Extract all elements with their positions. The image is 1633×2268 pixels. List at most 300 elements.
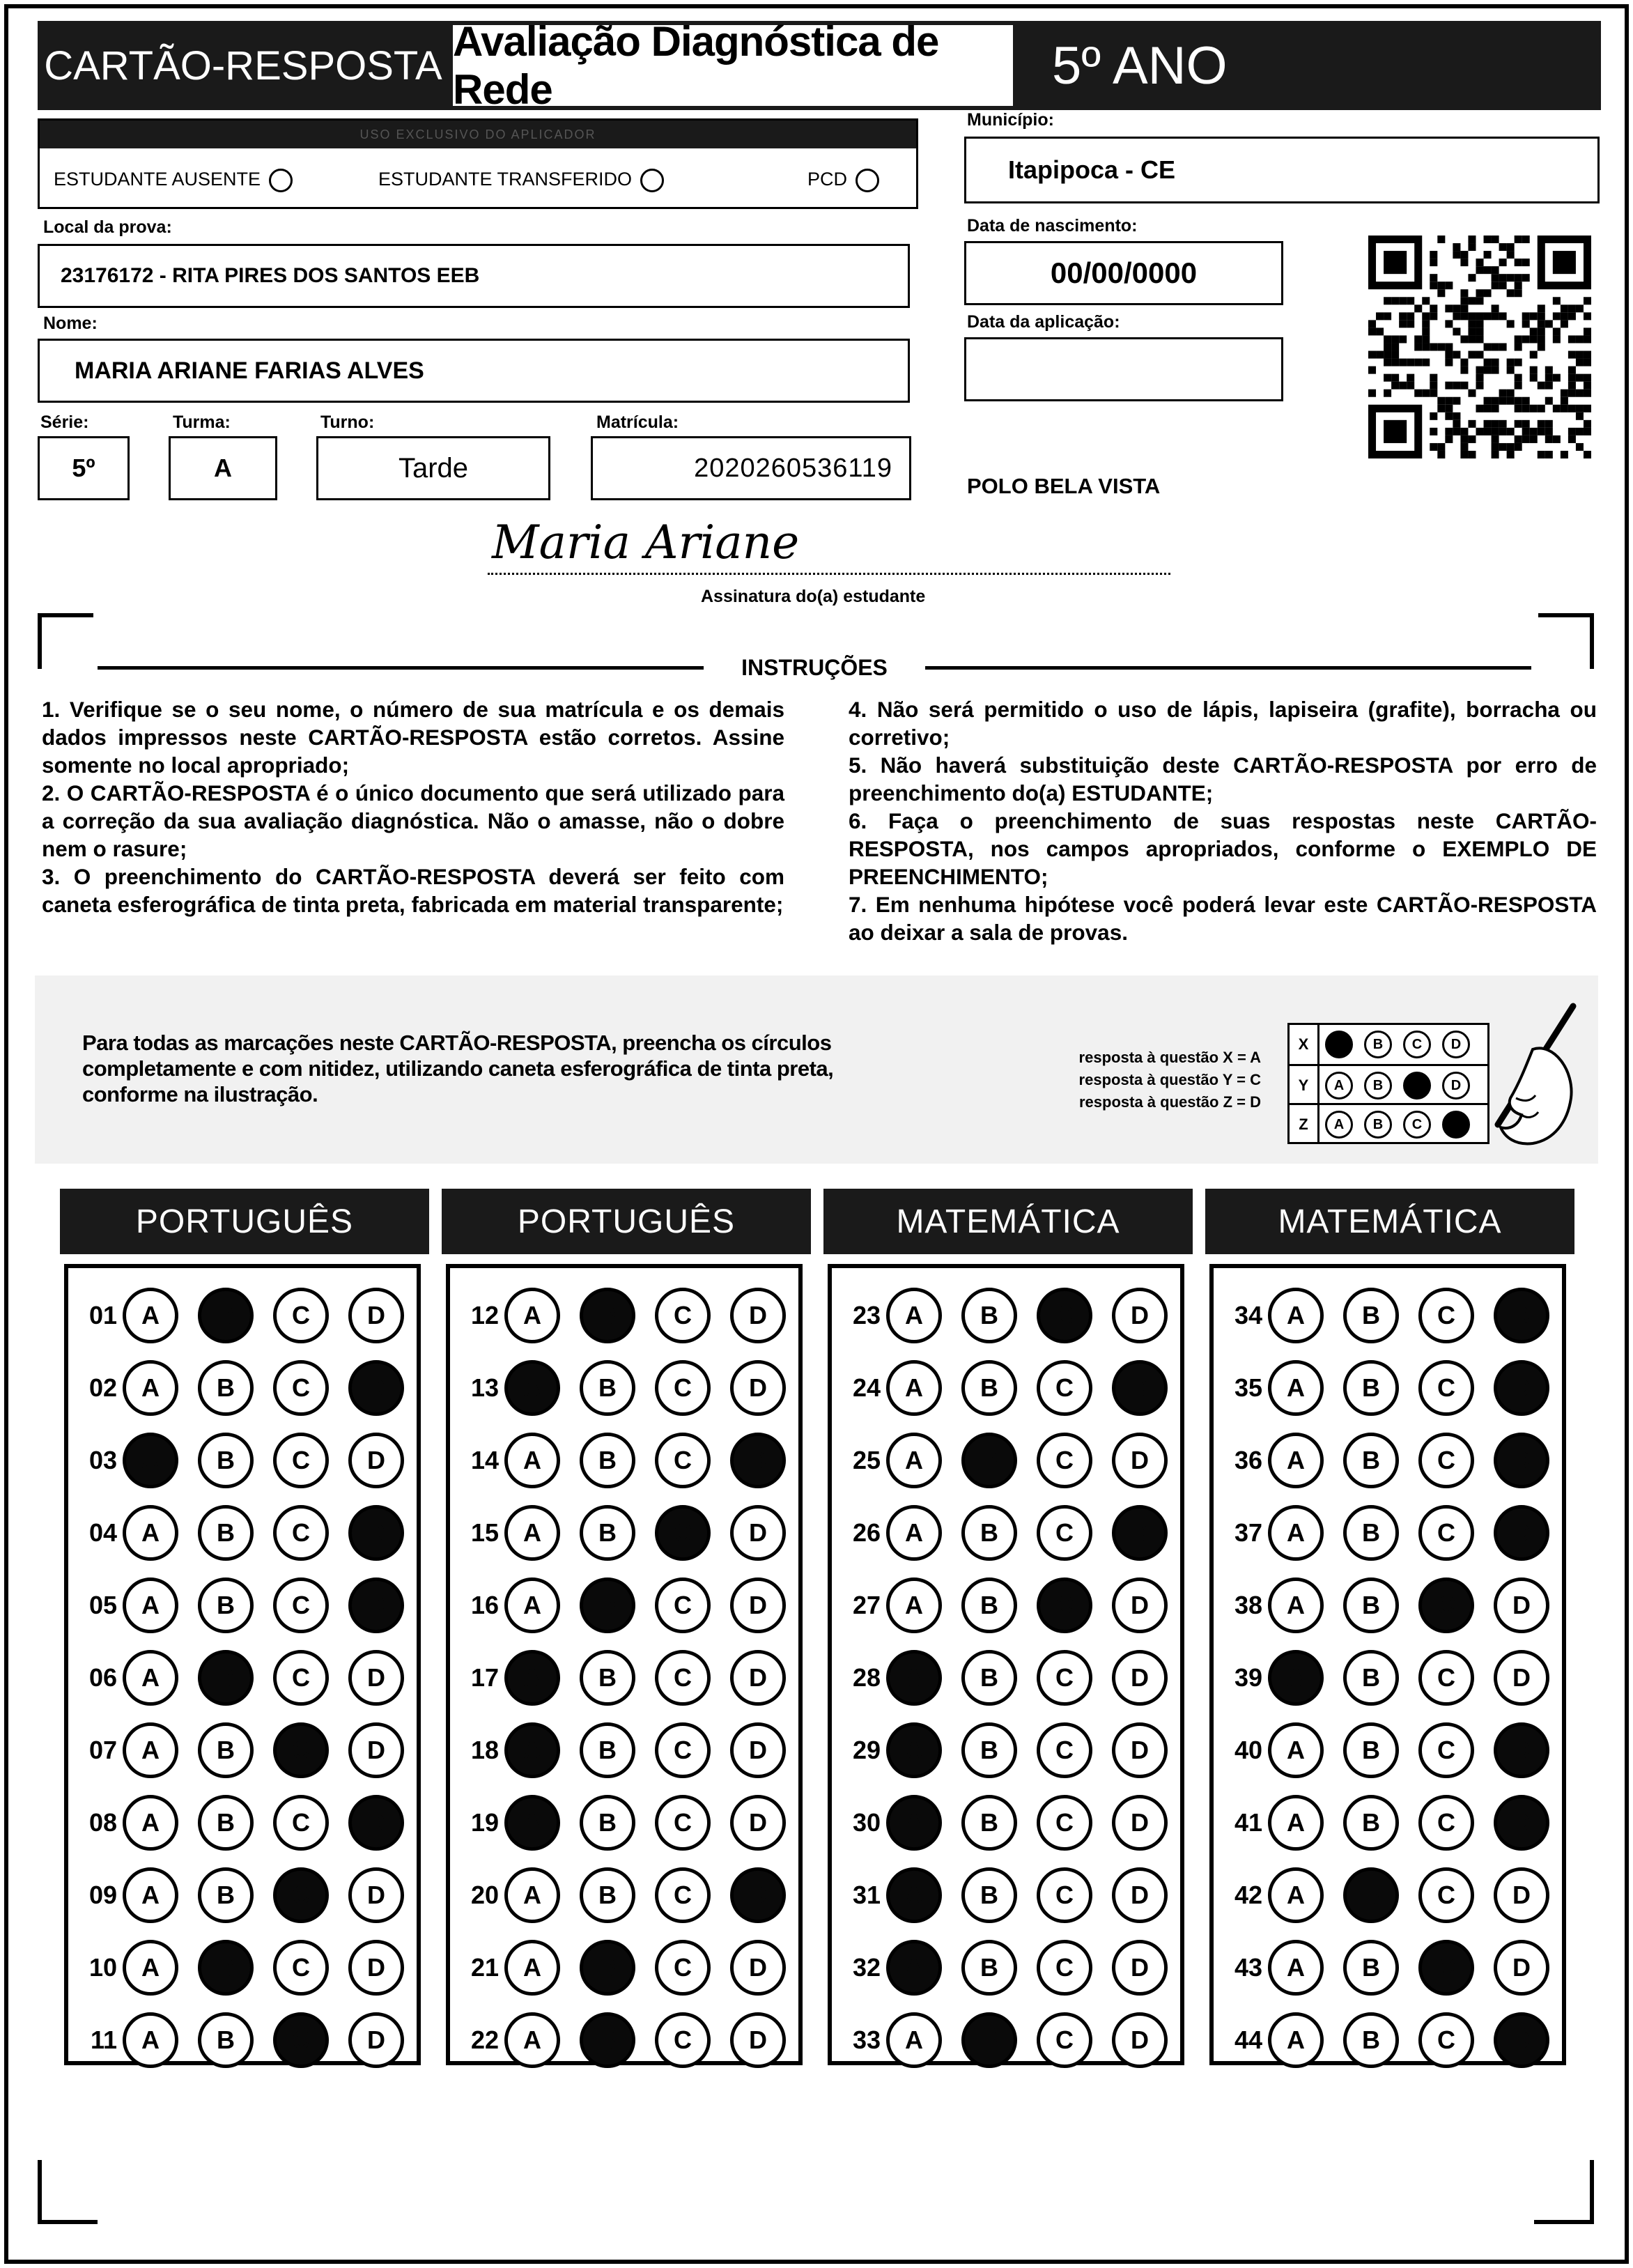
answer-bubble-b[interactable]: B — [1343, 1288, 1399, 1343]
corner-mark — [38, 2160, 42, 2224]
question-number: 10 — [88, 1953, 117, 1982]
answer-bubble-c[interactable]: C — [1037, 1795, 1092, 1851]
question-row — [1219, 1426, 1569, 1495]
answer-bubble-b[interactable]: B — [1343, 1650, 1399, 1706]
answer-bubble-b[interactable]: B — [1343, 1795, 1399, 1851]
answer-bubble-a[interactable]: A — [1268, 1577, 1324, 1633]
answer-bubble-a[interactable]: A — [504, 1577, 560, 1633]
answer-bubble-c[interactable]: C — [273, 1288, 329, 1343]
question-number: 08 — [88, 1808, 117, 1837]
aplicacao-label: Data da aplicação: — [967, 312, 1120, 332]
answer-bubble-d[interactable]: D — [1112, 1360, 1168, 1416]
qr-code — [1368, 236, 1591, 458]
answer-bubble-d[interactable]: D — [730, 1722, 786, 1778]
signature-line — [488, 573, 1170, 575]
answer-bubble-b[interactable]: B — [580, 1795, 635, 1851]
answer-column — [828, 1264, 1184, 2065]
question-row — [1219, 2005, 1569, 2075]
answer-bubble-b[interactable]: B — [1343, 1940, 1399, 1996]
answer-bubble-c[interactable]: C — [655, 1433, 711, 1488]
answer-bubble-a[interactable]: A — [504, 1795, 560, 1851]
answer-bubble-c[interactable]: C — [1418, 1940, 1474, 1996]
question-number: 22 — [470, 2026, 499, 2054]
answer-bubble-d[interactable]: D — [1494, 1722, 1549, 1778]
serie-field: 5º — [38, 436, 130, 500]
answer-bubble-c[interactable]: C — [273, 2012, 329, 2068]
answer-bubble-b[interactable]: B — [580, 2012, 635, 2068]
example-label-y: resposta à questão Y = C — [1078, 1071, 1261, 1088]
answer-bubble-d[interactable]: D — [730, 1867, 786, 1923]
answer-bubble-a[interactable]: A — [886, 1505, 942, 1561]
example-bubble: B — [1364, 1072, 1392, 1100]
answer-bubble-a[interactable]: A — [504, 1288, 560, 1343]
answer-bubble-a[interactable]: A — [504, 1433, 560, 1488]
answer-bubble-a[interactable]: A — [123, 1288, 178, 1343]
answer-bubble-c[interactable]: C — [1037, 1577, 1092, 1633]
answer-bubble-c[interactable]: C — [1037, 1433, 1092, 1488]
answer-bubble-d[interactable]: D — [348, 1795, 404, 1851]
answer-bubble-b[interactable]: B — [198, 1867, 254, 1923]
answer-bubble-d[interactable]: D — [348, 1940, 404, 1996]
question-row — [837, 1788, 1187, 1858]
instruction-4: 4. Não será permitido o uso de lápis, lapiseira (grafite), borracha ou corretivo; — [849, 697, 1597, 750]
answer-bubble-d[interactable]: D — [1494, 1288, 1549, 1343]
answer-bubble-a[interactable]: A — [886, 1433, 942, 1488]
card-title: CARTÃO-RESPOSTA — [38, 21, 449, 110]
answer-bubble-a[interactable]: A — [504, 2012, 560, 2068]
example-bubble: A — [1325, 1072, 1353, 1100]
answer-bubble-d[interactable]: D — [1112, 1577, 1168, 1633]
answer-bubble-b[interactable]: B — [198, 1288, 254, 1343]
answer-bubble-d[interactable]: D — [1494, 2012, 1549, 2068]
transferred-label: ESTUDANTE TRANSFERIDO — [378, 169, 633, 190]
answer-bubble-a[interactable]: A — [1268, 1722, 1324, 1778]
question-number: 26 — [852, 1518, 881, 1547]
answer-bubble-c[interactable]: C — [273, 1940, 329, 1996]
answer-bubble-a[interactable]: A — [1268, 1795, 1324, 1851]
answer-bubble-b[interactable]: B — [961, 1288, 1017, 1343]
answer-bubble-b[interactable]: B — [198, 1940, 254, 1996]
transferred-option[interactable] — [378, 169, 664, 192]
signature-caption: Assinatura do(a) estudante — [701, 587, 926, 606]
polo-label: POLO BELA VISTA — [967, 474, 1161, 498]
question-number: 03 — [88, 1446, 117, 1474]
corner-mark — [38, 613, 42, 669]
answer-bubble-c[interactable]: C — [655, 1867, 711, 1923]
answer-bubble-d[interactable]: D — [730, 1433, 786, 1488]
turma-label: Turma: — [173, 412, 231, 432]
section-header: MATEMÁTICA — [1205, 1189, 1574, 1254]
answer-bubble-a[interactable]: A — [1268, 1433, 1324, 1488]
hand-pen-icon — [1449, 1001, 1588, 1154]
answer-bubble-a[interactable]: A — [504, 1650, 560, 1706]
answer-bubble-a[interactable]: A — [1268, 1360, 1324, 1416]
answer-bubble-d[interactable]: D — [1112, 1505, 1168, 1561]
answer-bubble-d[interactable]: D — [1494, 1505, 1549, 1561]
answer-bubble-d[interactable]: D — [1112, 2012, 1168, 2068]
question-row — [837, 1715, 1187, 1785]
answer-bubble-d[interactable]: D — [348, 1722, 404, 1778]
answer-bubble-d[interactable]: D — [1112, 1795, 1168, 1851]
answer-bubble-b[interactable]: B — [1343, 1433, 1399, 1488]
question-row — [74, 2005, 424, 2075]
question-row — [837, 1860, 1187, 1930]
question-number: 20 — [470, 1881, 499, 1909]
answer-bubble-d[interactable]: D — [730, 1288, 786, 1343]
example-bubble: A — [1325, 1111, 1353, 1139]
answer-bubble-c[interactable]: C — [655, 2012, 711, 2068]
answer-bubble-c[interactable]: C — [1418, 1795, 1474, 1851]
answer-bubble-d[interactable]: D — [730, 1577, 786, 1633]
answer-bubble-b[interactable]: B — [580, 1650, 635, 1706]
question-row — [1219, 1933, 1569, 2003]
answer-bubble-d[interactable]: D — [348, 1433, 404, 1488]
corner-mark — [38, 613, 93, 617]
answer-column — [64, 1264, 421, 2065]
answer-bubble-c[interactable]: C — [273, 1650, 329, 1706]
answer-bubble-d[interactable]: D — [730, 2012, 786, 2068]
question-number: 07 — [88, 1736, 117, 1764]
answer-bubble-a[interactable]: A — [123, 1433, 178, 1488]
answer-bubble-b[interactable]: B — [961, 1650, 1017, 1706]
instruction-5: 5. Não haverá substituição deste CARTÃO-RESPOSTA por erro de preenchimento do(a) ESTUDANTE; — [849, 753, 1597, 805]
turma-field: A — [169, 436, 277, 500]
corner-mark — [1538, 613, 1594, 617]
example-labels — [961, 1047, 1261, 1113]
answer-bubble-d[interactable]: D — [1494, 1795, 1549, 1851]
question-number: 02 — [88, 1373, 117, 1402]
nome-field: MARIA ARIANE FARIAS ALVES — [38, 339, 910, 403]
question-number: 44 — [1234, 2026, 1262, 2054]
answer-bubble-c[interactable]: C — [1418, 1577, 1474, 1633]
question-number: 40 — [1234, 1736, 1262, 1764]
answer-bubble-a[interactable]: A — [123, 1940, 178, 1996]
answer-bubble-b[interactable]: B — [961, 1722, 1017, 1778]
question-row — [456, 1715, 805, 1785]
question-row — [74, 1426, 424, 1495]
question-row — [74, 1571, 424, 1640]
answer-bubble-a[interactable]: A — [123, 1795, 178, 1851]
answer-bubble-b[interactable]: B — [1343, 1867, 1399, 1923]
answer-bubble-a[interactable]: A — [1268, 1867, 1324, 1923]
answer-bubble-d[interactable]: D — [730, 1650, 786, 1706]
answer-bubble-d[interactable]: D — [1112, 1722, 1168, 1778]
answer-bubble-b[interactable]: B — [198, 1505, 254, 1561]
answer-bubble-c[interactable]: C — [273, 1577, 329, 1633]
answer-bubble-c[interactable]: C — [1418, 1867, 1474, 1923]
question-number: 28 — [852, 1663, 881, 1692]
answer-bubble-d[interactable]: D — [1494, 1360, 1549, 1416]
question-number: 24 — [852, 1373, 881, 1402]
answer-bubble-b[interactable]: B — [1343, 1505, 1399, 1561]
question-row — [74, 1353, 424, 1423]
divider — [925, 666, 1531, 670]
answer-bubble-d[interactable]: D — [730, 1940, 786, 1996]
answer-bubble-d[interactable]: D — [348, 1288, 404, 1343]
answer-bubble-a[interactable]: A — [504, 1867, 560, 1923]
answer-bubble-b[interactable]: B — [198, 1577, 254, 1633]
serie-label: Série: — [40, 412, 89, 432]
question-row — [1219, 1715, 1569, 1785]
answer-bubble-d[interactable]: D — [730, 1360, 786, 1416]
answer-bubble-c[interactable]: C — [273, 1505, 329, 1561]
answer-bubble-a[interactable]: A — [1268, 2012, 1324, 2068]
answer-bubble-d[interactable]: D — [1494, 1577, 1549, 1633]
answer-bubble-b[interactable]: B — [961, 2012, 1017, 2068]
question-row — [837, 1643, 1187, 1713]
question-row — [837, 1353, 1187, 1423]
answer-bubble-b[interactable]: B — [198, 1650, 254, 1706]
answer-bubble-a[interactable]: A — [886, 2012, 942, 2068]
answer-bubble-c[interactable]: C — [1037, 1505, 1092, 1561]
answer-bubble-a[interactable]: A — [886, 1360, 942, 1416]
answer-bubble-d[interactable]: D — [1494, 1650, 1549, 1706]
answer-bubble-b[interactable]: B — [961, 1940, 1017, 1996]
answer-bubble-b[interactable]: B — [198, 1795, 254, 1851]
corner-mark — [1590, 613, 1594, 669]
corner-mark — [1534, 2220, 1594, 2224]
answer-bubble-a[interactable]: A — [886, 1577, 942, 1633]
answer-bubble-b[interactable]: B — [961, 1360, 1017, 1416]
applicator-header: USO EXCLUSIVO DO APLICADOR — [40, 121, 916, 148]
question-row — [456, 1426, 805, 1495]
answer-bubble-a[interactable]: A — [123, 1867, 178, 1923]
question-number: 33 — [852, 2026, 881, 2054]
question-number: 36 — [1234, 1446, 1262, 1474]
answer-bubble-c[interactable]: C — [655, 1505, 711, 1561]
answer-bubble-b[interactable]: B — [198, 1360, 254, 1416]
answer-bubble-a[interactable]: A — [123, 1577, 178, 1633]
pcd-option[interactable] — [807, 169, 879, 192]
answer-bubble-c[interactable]: C — [655, 1722, 711, 1778]
question-number: 32 — [852, 1953, 881, 1982]
answer-bubble-b[interactable]: B — [580, 1577, 635, 1633]
instruction-1: 1. Verifique se o seu nome, o número de sua matrícula e os demais dados impressos neste CARTÃO-RESPOSTA estão corretos. Assine somente no local apropriado; — [42, 697, 784, 778]
answer-bubble-c[interactable]: C — [1418, 1505, 1474, 1561]
answer-bubble-a[interactable]: A — [1268, 1505, 1324, 1561]
answer-bubble-c[interactable]: C — [655, 1577, 711, 1633]
answer-bubble-a[interactable]: A — [1268, 1650, 1324, 1706]
nome-label: Nome: — [43, 314, 98, 333]
answer-bubble-b[interactable]: B — [1343, 1360, 1399, 1416]
turno-field: Tarde — [316, 436, 550, 500]
question-number: 12 — [470, 1301, 499, 1329]
example-bubble: C — [1403, 1072, 1431, 1100]
answer-bubble-d[interactable]: D — [1112, 1288, 1168, 1343]
answer-bubble-a[interactable]: A — [886, 1650, 942, 1706]
example-question-label: Z — [1290, 1105, 1319, 1144]
grade-label: 5º ANO — [1017, 21, 1601, 110]
answer-bubble-c[interactable]: C — [273, 1795, 329, 1851]
answer-bubble-d[interactable]: D — [348, 1505, 404, 1561]
answer-bubble-d[interactable]: D — [1112, 1433, 1168, 1488]
answer-bubble-b[interactable]: B — [198, 1433, 254, 1488]
answer-bubble-c[interactable]: C — [1037, 1288, 1092, 1343]
answer-bubble-c[interactable]: C — [1037, 1650, 1092, 1706]
municipio-label: Município: — [967, 110, 1054, 130]
answer-bubble-a[interactable]: A — [886, 1795, 942, 1851]
example-bubble: B — [1364, 1031, 1392, 1058]
section-header: PORTUGUÊS — [60, 1189, 429, 1254]
answer-bubble-d[interactable]: D — [1494, 1433, 1549, 1488]
answer-bubble-c[interactable]: C — [1418, 2012, 1474, 2068]
answer-bubble-d[interactable]: D — [1112, 1867, 1168, 1923]
answer-bubble-a[interactable]: A — [886, 1722, 942, 1778]
answer-bubble-a[interactable]: A — [886, 1867, 942, 1923]
example-bubble: D — [1442, 1111, 1470, 1139]
answer-bubble-a[interactable]: A — [123, 1360, 178, 1416]
answer-bubble-d[interactable]: D — [348, 2012, 404, 2068]
answer-bubble-a[interactable]: A — [123, 1650, 178, 1706]
answer-bubble-d[interactable]: D — [348, 1867, 404, 1923]
answer-bubble-d[interactable]: D — [730, 1795, 786, 1851]
answer-bubble-d[interactable]: D — [1494, 1940, 1549, 1996]
answer-bubble-c[interactable]: C — [1418, 1360, 1474, 1416]
answer-bubble-a[interactable]: A — [504, 1360, 560, 1416]
answer-bubble-d[interactable]: D — [730, 1505, 786, 1561]
answer-bubble-b[interactable]: B — [961, 1505, 1017, 1561]
answer-bubble-c[interactable]: C — [1418, 1650, 1474, 1706]
question-number: 04 — [88, 1518, 117, 1547]
answer-bubble-d[interactable]: D — [348, 1650, 404, 1706]
question-number: 43 — [1234, 1953, 1262, 1982]
answer-bubble-b[interactable]: B — [961, 1795, 1017, 1851]
answer-bubble-c[interactable]: C — [1418, 1288, 1474, 1343]
answer-column — [1209, 1264, 1566, 2065]
pcd-label: PCD — [807, 169, 848, 190]
nascimento-field: 00/00/0000 — [964, 241, 1283, 305]
question-number: 27 — [852, 1591, 881, 1619]
answer-bubble-d[interactable]: D — [1494, 1867, 1549, 1923]
question-row — [74, 1643, 424, 1713]
example-bubble: B — [1364, 1111, 1392, 1139]
question-number: 01 — [88, 1301, 117, 1329]
question-number: 13 — [470, 1373, 499, 1402]
question-row — [456, 1281, 805, 1350]
question-number: 25 — [852, 1446, 881, 1474]
answer-bubble-a[interactable]: A — [504, 1505, 560, 1561]
answer-bubble-c[interactable]: C — [1418, 1722, 1474, 1778]
answer-bubble-b[interactable]: B — [580, 1433, 635, 1488]
answer-bubble-b[interactable]: B — [580, 1867, 635, 1923]
example-label-z: resposta à questão Z = D — [1078, 1093, 1261, 1111]
section-header: PORTUGUÊS — [442, 1189, 811, 1254]
answer-bubble-d[interactable]: D — [348, 1577, 404, 1633]
answer-bubble-a[interactable]: A — [123, 1505, 178, 1561]
question-row — [837, 2005, 1187, 2075]
signature: Maria Ariane — [492, 516, 800, 569]
question-number: 19 — [470, 1808, 499, 1837]
matricula-field: 2020260536119 — [591, 436, 911, 500]
question-number: 42 — [1234, 1881, 1262, 1909]
local-field: 23176172 - RITA PIRES DOS SANTOS EEB — [38, 244, 910, 308]
answer-bubble-a[interactable]: A — [1268, 1940, 1324, 1996]
answer-bubble-a[interactable]: A — [1268, 1288, 1324, 1343]
answer-bubble-c[interactable]: C — [273, 1360, 329, 1416]
question-number: 35 — [1234, 1373, 1262, 1402]
answer-bubble-b[interactable]: B — [580, 1505, 635, 1561]
answer-bubble-c[interactable]: C — [655, 1650, 711, 1706]
exam-title: Avaliação Diagnóstica de Rede — [449, 21, 1017, 110]
question-row — [74, 1860, 424, 1930]
answer-bubble-a[interactable]: A — [123, 1722, 178, 1778]
answer-bubble-c[interactable]: C — [273, 1722, 329, 1778]
question-number: 17 — [470, 1663, 499, 1692]
answer-bubble-b[interactable]: B — [961, 1867, 1017, 1923]
answer-bubble-b[interactable]: B — [961, 1433, 1017, 1488]
question-number: 41 — [1234, 1808, 1262, 1837]
answer-bubble-c[interactable]: C — [655, 1795, 711, 1851]
answer-bubble-b[interactable]: B — [580, 1288, 635, 1343]
pcd-bubble[interactable] — [856, 169, 879, 192]
instruction-7: 7. Em nenhuma hipótese você poderá levar este CARTÃO-RESPOSTA ao deixar a sala de provas. — [849, 892, 1597, 945]
transferred-bubble[interactable] — [640, 169, 664, 192]
answer-bubble-b[interactable]: B — [198, 1722, 254, 1778]
example-label-x: resposta à questão X = A — [1078, 1049, 1261, 1066]
answer-bubble-c[interactable]: C — [1037, 1722, 1092, 1778]
answer-bubble-d[interactable]: D — [1112, 1650, 1168, 1706]
answer-bubble-c[interactable]: C — [273, 1433, 329, 1488]
question-row — [1219, 1353, 1569, 1423]
answer-bubble-c[interactable]: C — [273, 1867, 329, 1923]
answer-bubble-b[interactable]: B — [580, 1940, 635, 1996]
question-number: 30 — [852, 1808, 881, 1837]
answer-bubble-d[interactable]: D — [348, 1360, 404, 1416]
answer-bubble-a[interactable]: A — [886, 1940, 942, 1996]
answer-bubble-a[interactable]: A — [886, 1288, 942, 1343]
answer-bubble-c[interactable]: C — [1037, 1940, 1092, 1996]
answer-bubble-b[interactable]: B — [1343, 1722, 1399, 1778]
answer-bubble-b[interactable]: B — [1343, 1577, 1399, 1633]
answer-bubble-c[interactable]: C — [1037, 2012, 1092, 2068]
nascimento-label: Data de nascimento: — [967, 216, 1138, 236]
answer-bubble-c[interactable]: C — [1418, 1433, 1474, 1488]
absent-option[interactable] — [54, 169, 293, 192]
answer-bubble-d[interactable]: D — [1112, 1940, 1168, 1996]
answer-bubble-c[interactable]: C — [655, 1360, 711, 1416]
aplicacao-field — [964, 337, 1283, 401]
question-number: 06 — [88, 1663, 117, 1692]
instructions-right — [849, 695, 1597, 946]
absent-bubble[interactable] — [269, 169, 293, 192]
question-number: 11 — [90, 2026, 117, 2054]
question-number: 34 — [1234, 1301, 1262, 1329]
instructions-title: INSTRUÇÕES — [741, 655, 888, 680]
municipio-field: Itapipoca - CE — [964, 137, 1600, 203]
answer-bubble-b[interactable]: B — [961, 1577, 1017, 1633]
question-row — [74, 1933, 424, 2003]
example-bubble: C — [1403, 1031, 1431, 1058]
answer-bubble-b[interactable]: B — [1343, 2012, 1399, 2068]
answer-bubble-b[interactable]: B — [580, 1722, 635, 1778]
answer-bubble-b[interactable]: B — [198, 2012, 254, 2068]
question-row — [74, 1498, 424, 1568]
example-question-label: Y — [1290, 1066, 1319, 1105]
answer-bubble-c[interactable]: C — [1037, 1867, 1092, 1923]
answer-bubble-c[interactable]: C — [655, 1288, 711, 1343]
matricula-label: Matrícula: — [596, 412, 679, 432]
answer-bubble-a[interactable]: A — [123, 2012, 178, 2068]
answer-bubble-c[interactable]: C — [1037, 1360, 1092, 1416]
corner-mark — [38, 2220, 98, 2224]
example-bubble: C — [1403, 1111, 1431, 1139]
answer-bubble-c[interactable]: C — [655, 1940, 711, 1996]
answer-bubble-b[interactable]: B — [580, 1360, 635, 1416]
answer-bubble-a[interactable]: A — [504, 1940, 560, 1996]
question-number: 38 — [1234, 1591, 1262, 1619]
question-row — [456, 1498, 805, 1568]
answer-bubble-a[interactable]: A — [504, 1722, 560, 1778]
